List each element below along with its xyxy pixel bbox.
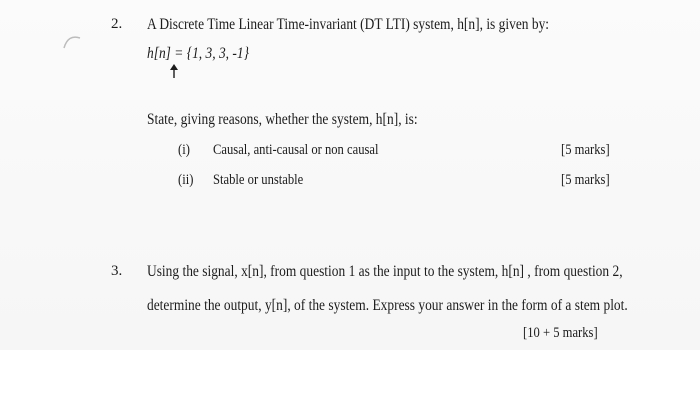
- part-label: (ii): [178, 172, 194, 188]
- question-2-number: 2.: [111, 16, 123, 32]
- part-marks: [5 marks]: [561, 172, 610, 188]
- part-marks: [5 marks]: [561, 142, 610, 158]
- part-text: Stable or unstable: [213, 172, 304, 188]
- question-2-prompt: A Discrete Time Linear Time-invariant (DT LTI) system, h[n], is given by:: [147, 16, 550, 33]
- question-3-line-2: determine the output, y[n], of the system. Express your answer in the form of a stem plot.: [147, 297, 628, 314]
- up-arrow-icon: [170, 64, 178, 78]
- question-3-line-1: Using the signal, x[n], from question 1 as the input to the system, h[n] , from question 2,: [147, 263, 623, 280]
- part-label: (i): [178, 142, 190, 158]
- impulse-response-sequence: h[n] = {1, 3, 3, -1}: [147, 45, 249, 62]
- question-3-marks: [10 + 5 marks]: [523, 325, 598, 341]
- curve-mark-icon: [62, 30, 84, 52]
- question-3-number: 3.: [111, 263, 123, 279]
- question-2-instruction: State, giving reasons, whether the system, h[n], is:: [147, 111, 418, 128]
- part-text: Causal, anti-causal or non causal: [213, 142, 379, 158]
